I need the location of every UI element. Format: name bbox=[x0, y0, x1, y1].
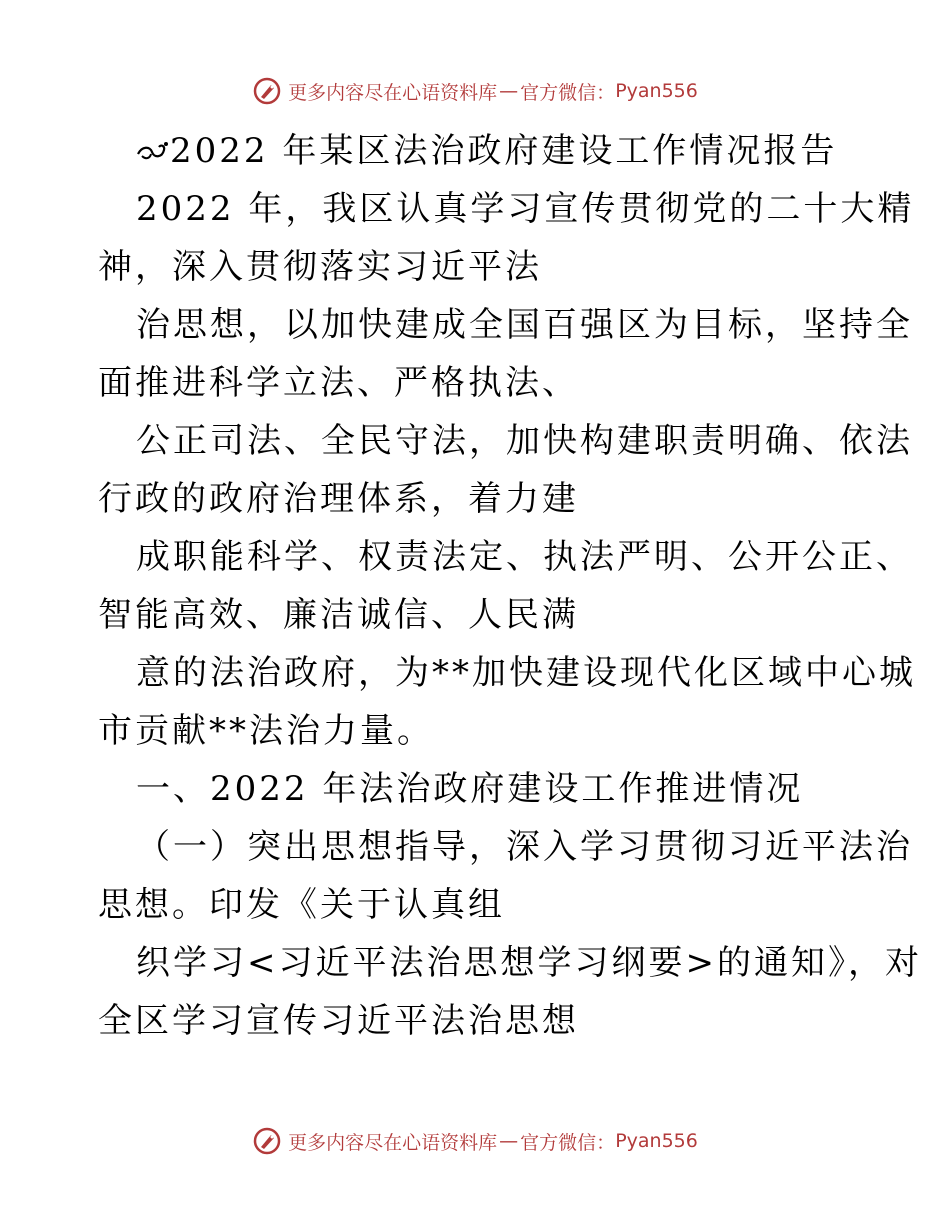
header-banner bbox=[0, 74, 950, 108]
pen-nib-logo-icon bbox=[252, 1126, 282, 1156]
paragraph-line: 行政的政府治理体系，着力建 bbox=[98, 479, 579, 519]
banner-separator: — bbox=[499, 1130, 519, 1152]
banner-wechat-id: Pyan556 bbox=[615, 1130, 698, 1152]
paragraph-line: 市贡献**法治力量。 bbox=[98, 711, 434, 751]
document-body bbox=[98, 122, 922, 1050]
flourish-icon bbox=[136, 136, 170, 164]
paragraph-line: 织学习<习近平法治思想学习纲要>的通知》，对 bbox=[136, 943, 922, 983]
banner-text: 更多内容尽在心语资料库 bbox=[288, 81, 498, 104]
paragraph-line: 神，深入贯彻落实习近平法 bbox=[98, 247, 542, 287]
title-text: 2022 年某区法治政府建设工作情况报告 bbox=[170, 131, 838, 171]
banner-official: 官方微信： bbox=[520, 81, 616, 104]
paragraph-line: 公正司法、全民守法，加快构建职责明确、依法 bbox=[136, 421, 913, 461]
pen-nib-logo-icon bbox=[252, 76, 282, 106]
paragraph-line: 思想。印发《关于认真组 bbox=[98, 885, 505, 925]
banner-separator: — bbox=[499, 80, 519, 102]
banner-text: 更多内容尽在心语资料库 bbox=[288, 1131, 498, 1154]
paragraph-line: 治思想，以加快建成全国百强区为目标，坚持全 bbox=[136, 305, 913, 345]
banner-official: 官方微信： bbox=[520, 1131, 616, 1154]
paragraph-line: 成职能科学、权责法定、执法严明、公开公正、 bbox=[136, 537, 913, 577]
paragraph-line: 智能高效、廉洁诚信、人民满 bbox=[98, 595, 579, 635]
document-title bbox=[98, 122, 858, 180]
banner-wechat-id: Pyan556 bbox=[615, 80, 698, 102]
paragraph-line: 2022 年，我区认真学习宣传贯彻党的二十大精 bbox=[136, 189, 915, 229]
paragraph-line: 面推进科学立法、严格执法、 bbox=[98, 363, 579, 403]
section-heading: 一、2022 年法治政府建设工作推进情况 bbox=[136, 769, 804, 809]
paragraph-line: 全区学习宣传习近平法治思想 bbox=[98, 1001, 579, 1041]
paragraph-line: 意的法治政府，为**加快建设现代化区域中心城 bbox=[136, 653, 916, 693]
footer-banner bbox=[0, 1124, 950, 1158]
subsection-heading: （一）突出思想指导，深入学习贯彻习近平法治 bbox=[136, 827, 913, 867]
